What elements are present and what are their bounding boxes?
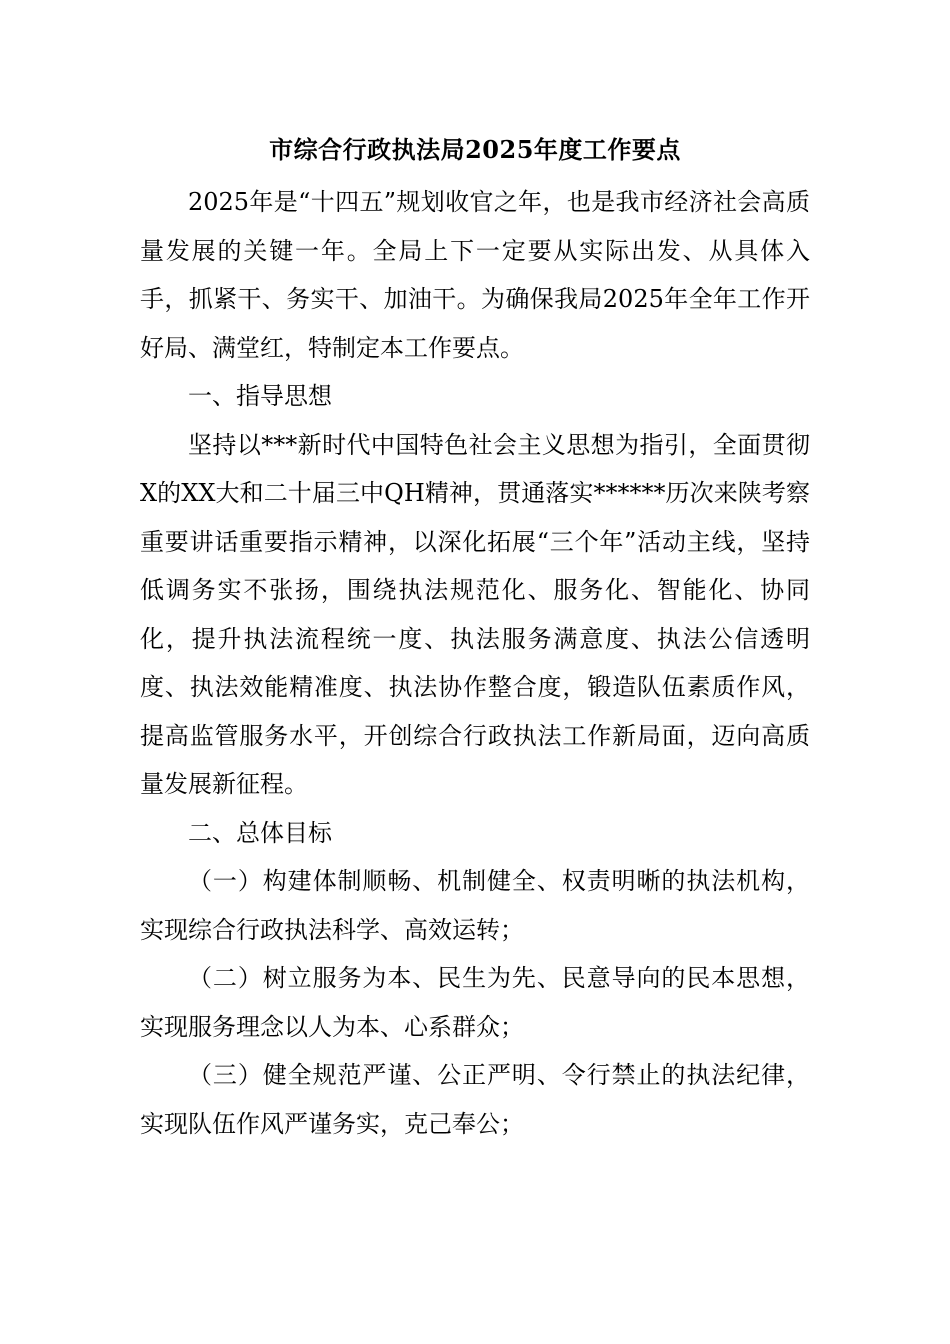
goal-item-2: （二）树立服务为本、民生为先、民意导向的民本思想，实现服务理念以人为本、心系群众； (140, 964, 810, 1041)
document-title: 市综合行政执法局2025年度工作要点 (269, 135, 681, 164)
section-heading-overall-goals: 二、总体目标 (188, 818, 332, 847)
goal-item-3: （三）健全规范严谨、公正严明、令行禁止的执法纪律，实现队伍作风严谨务实，克己奉公； (140, 1061, 810, 1138)
document-body (140, 178, 810, 1148)
intro-paragraph: 2025年是“十四五”规划收官之年，也是我市经济社会高质量发展的关键一年。全局上下一定要从实际出发、从具体入手，抓紧干、务实干、加油干。为确保我局2025年全年工作开好局、满堂红，特制定本工作要点。 (140, 188, 810, 362)
guiding-ideology-paragraph: 坚持以***新时代中国特色社会主义思想为指引，全面贯彻X的XX大和二十届三中QH精神，贯通落实******历次来陕考察重要讲话重要指示精神，以深化拓展“三个年”活动主线，坚持低调务实不张扬，围绕执法规范化、服务化、智能化、协同化，提升执法流程统一度、执法服务满意度、执法公信透明度、执法效能精准度、执法协作整合度，锻造队伍素质作风，提高监管服务水平，开创综合行政执法工作新局面，迈向高质量发展新征程。 (140, 430, 810, 798)
goal-item-1: （一）构建体制顺畅、机制健全、权责明晰的执法机构，实现综合行政执法科学、高效运转； (140, 867, 810, 944)
section-heading-guiding-ideology: 一、指导思想 (188, 382, 332, 410)
